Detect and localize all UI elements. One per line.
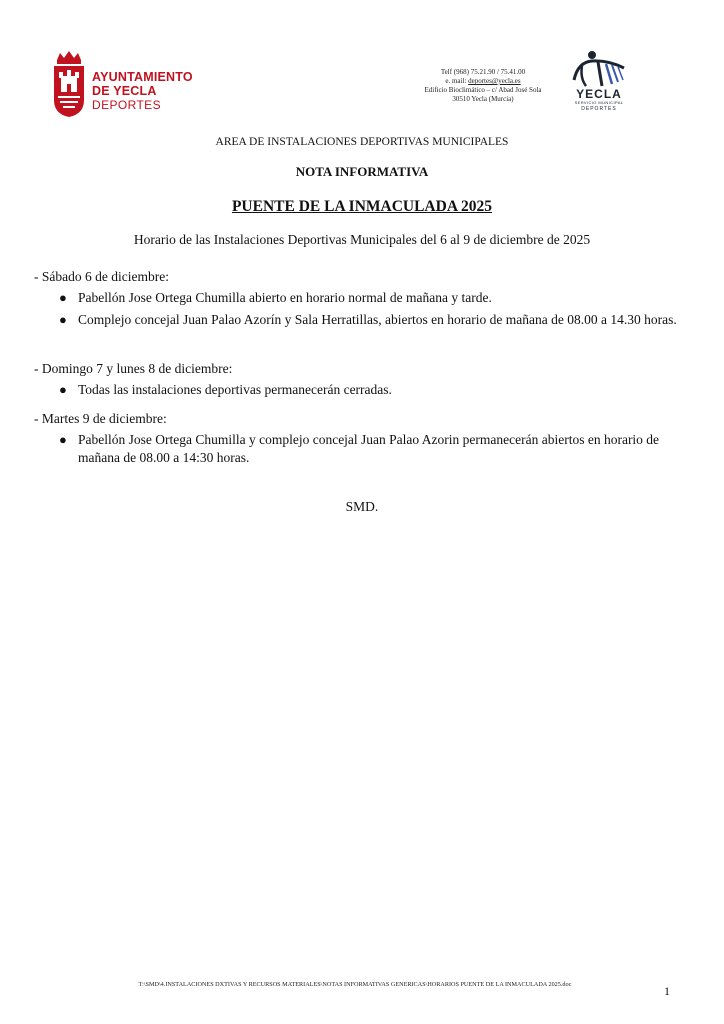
- list-item: [34, 381, 694, 399]
- section-list: [34, 289, 694, 329]
- list-item-text: Todas las instalaciones deportivas permanecerán cerradas.: [78, 382, 392, 397]
- org-name-line2: DE YECLA: [92, 84, 157, 98]
- logo-subtitle: SERVICIO MUNICIPAL: [574, 100, 624, 105]
- contact-email-line: [412, 77, 554, 86]
- ayuntamiento-logo: [52, 50, 212, 120]
- document-title: PUENTE DE LA INMACULADA 2025: [231, 198, 493, 215]
- list-item: [34, 289, 694, 307]
- yecla-deportes-logo: [568, 50, 630, 114]
- list-item: [34, 431, 694, 467]
- bullet-icon: ●: [59, 382, 67, 397]
- area-heading: AREA DE INSTALACIONES DEPORTIVAS MUNICIPALES: [215, 136, 509, 148]
- bullet-icon: ●: [59, 432, 67, 447]
- page-number: 1: [664, 984, 670, 998]
- contact-block: [412, 68, 554, 104]
- section-sunday-monday: [34, 360, 694, 403]
- list-item-text: Pabellón Jose Ortega Chumilla y complejo concejal Juan Palao Azorin permanecerán abiertos en horario de mañana de 08.00 a 14:30 horas.: [78, 432, 660, 465]
- bullet-icon: ●: [59, 290, 67, 305]
- list-item-text: Pabellón Jose Ortega Chumilla abierto en horario normal de mañana y tarde.: [78, 290, 492, 305]
- footer-file-path: T:\SMD\4.INSTALACIONES DXTIVAS Y RECURSOS MATERIALES\NOTAS INFORMATIVAS GENERICAS\HORARIOS PUENTE DE LA INMACULADA 2025.doc: [138, 981, 572, 988]
- logo-department: DEPORTES: [581, 106, 617, 112]
- contact-address-line2: 30510 Yecla (Murcia): [452, 95, 514, 103]
- section-heading: - Martes 9 de diciembre:: [34, 411, 167, 426]
- list-item-text: Complejo concejal Juan Palao Azorín y Sala Herratillas, abiertos en horario de mañana de 08.00 a 14.30 horas.: [78, 312, 677, 327]
- org-department: DEPORTES: [92, 98, 161, 112]
- section-list: [34, 431, 694, 467]
- signature: SMD.: [345, 499, 379, 514]
- section-tuesday: [34, 410, 694, 471]
- nota-heading: NOTA INFORMATIVA: [295, 164, 429, 179]
- list-item: [34, 311, 694, 329]
- section-heading: - Domingo 7 y lunes 8 de diciembre:: [34, 361, 233, 376]
- contact-address-line1: Edificio Bioclimático – c/ Abad José Sola: [424, 86, 542, 94]
- section-heading: - Sábado 6 de diciembre:: [34, 269, 169, 284]
- ayuntamiento-wordmark: [92, 70, 193, 112]
- intro-text: Horario de las Instalaciones Deportivas Municipales del 6 al 9 de diciembre de 2025: [133, 232, 591, 247]
- contact-email-prefix: e. mail:: [445, 77, 469, 85]
- contact-phone: Telf (968) 75.21.90 / 75.41.00: [440, 68, 526, 76]
- section-list: [34, 381, 694, 399]
- logo-word: YECLA: [576, 87, 622, 101]
- coat-of-arms-icon: [52, 50, 86, 118]
- athlete-swoosh-icon: [568, 50, 630, 90]
- bullet-icon: ●: [59, 312, 67, 327]
- contact-email-link[interactable]: deportes@yecla.es: [468, 77, 521, 85]
- section-saturday: [34, 268, 694, 333]
- org-name-line1: AYUNTAMIENTO: [92, 70, 193, 84]
